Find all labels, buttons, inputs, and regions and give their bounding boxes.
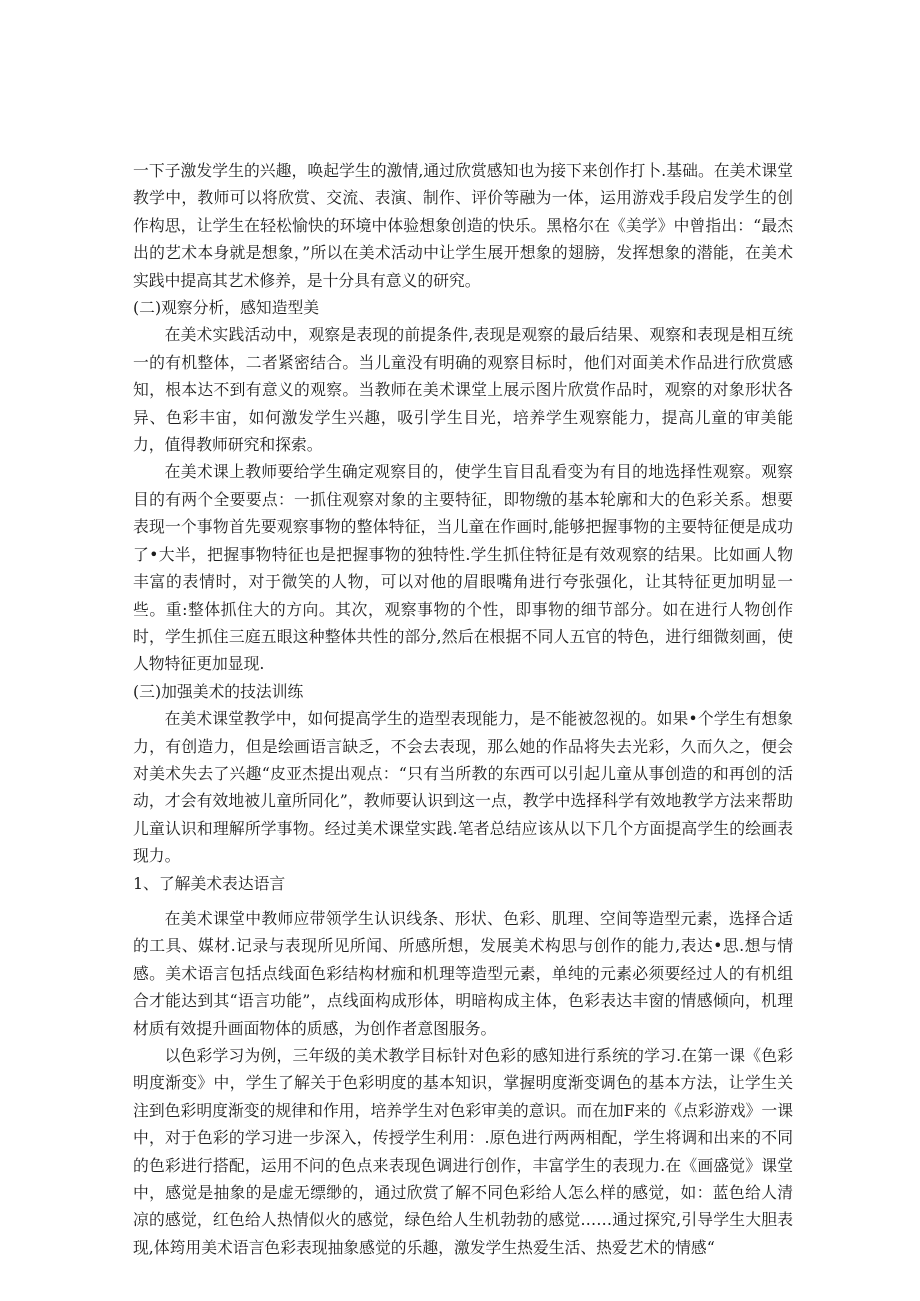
section-heading-observation: (二)观察分析，感知造型美 xyxy=(133,298,320,318)
document-body xyxy=(133,157,793,1261)
paragraph-technique: 在美术课堂教学中，如何提高学生的造型表现能力，是不能被忽视的。如果•个学生有想象力，有创造力，但是绘画语言缺乏，不会去表现，那么她的作品将失去光彩，久而久之，便会对美术失去了兴趣“皮亚杰提出观点：“只有当所教的东西可以引起儿童从事创造的和再创的活动，才会有效地被儿童所同化”，教师要认识到这一点，教学中选择科学有效地教学方法来帮助儿童认识和理解所学事物。经过美术课堂实践.笔者总结应该从以下几个方面提高学生的绘画表现力。 xyxy=(133,709,793,866)
subsection-heading-language: 1、了解美术表达语言 xyxy=(133,873,286,893)
paragraph-color-example: 以色彩学习为例，三年级的美术教学目标针对色彩的感知进行系统的学习.在第一课《色彩明度渐变》中，学生了解关于色彩明度的基本知识，掌握明度渐变调色的基本方法，让学生关注到色彩明度渐变的规律和作用，培养学生对色彩审美的意识。而在加F来的《点彩游戏》一课中，对于色彩的学习进一步深入，传授学生利用：.原色进行两两相配，学生将调和出来的不同的色彩进行搭配，运用不问的色点来表现色调进行创作，丰富学生的表现力.在《画盛觉》课堂中，感觉是抽象的是虚无缥缈的，通过欣赏了解不同色彩给人怎么样的感觉，如：蓝色给人清凉的感觉，红色给人热情似火的感觉，绿色给人生机勃勃的感觉……通过探究,引导学生大胆表现,体筠用美术语言色彩表现抽象感觉的乐趣，激发学生热爱生活、热爱艺术的情感“ xyxy=(133,1046,793,1257)
paragraph-art-language: 在美术课堂中教师应带领学生认识线条、形状、色彩、肌理、空间等造型元素，选择合适的工具、媒材.记录与表现所见所闻、所感所想，发展美术构思与创作的能力,表达•思.想与情感。美术语言包括点线面色彩结构材痂和机理等造型元素，单纯的元素必须要经过人的有机组合才能达到其“语言功能”，点线面构成形体，明暗构成主体，色彩表达丰窗的情感倾向，机理材质有效提升画面物体的质感，为创作者意图服务。 xyxy=(133,908,793,1038)
paragraph-observation: 在美术实践活动中，观察是表现的前提条件,表现是观察的最后结果、观察和表现是相互统一的有机整体，二者紧密结合。当儿童没有明确的观察目标时，他们对面美术作品进行欣赏感知，根本达不到有意义的观察。当教师在美术课堂上展示图片欣赏作品时，观察的对象形状各异、色彩丰宙，如何激发学生兴趣，吸引学生目光，培养学生观察能力，提高儿童的审美能力，值得教师研究和探索。 xyxy=(133,325,793,455)
paragraph-intro: 一下子激发学生的兴趣，唤起学生的激情,通过欣赏感知也为接下来创作打卜.基础。在美术课堂教学中，教师可以将欣赏、交流、表演、制作、评价等融为一体，运用游戏手段启发学生的创作构思，让学生在轻松愉快的环境中体验想象创造的快乐。黑格尔在《美学》中曾指出：“最杰出的艺术本身就是想象，”所以在美术活动中让学生展开想象的翅膀，发挥想象的潜能，在美术实践中提高其艺术修养，是十分具有意义的研究。 xyxy=(133,161,793,290)
paragraph-observation-purpose: 在美术课上教师要给学生确定观察目的，使学生盲目乱看变为有目的地选择性观察。观察目的有两个全要要点：一抓住观察对象的主要特征，即物缴的基本轮廓和大的色彩关系。想要表现一个事物首先要观察事物的整体特征，当儿童在作画时,能够把握事物的主要特征便是成功了•大半，把握事物特征也是把握事物的独特性.学生抓住特征是有效观察的结果。比如画人物丰富的表情时，对于微笑的人物，可以对他的眉眼嘴角进行夸张强化，让其特征更加明显一些。重:整体抓住大的方向。其次，观察事物的个性，即事物的细节部分。如在进行人物创作时，学生抓住三庭五眼这种整体共性的部分,然后在根据不同人五官的特色，进行细微刻画，使人物特征更加显现. xyxy=(133,462,793,674)
section-heading-technique: (三)加强美术的技法训练 xyxy=(133,681,304,701)
